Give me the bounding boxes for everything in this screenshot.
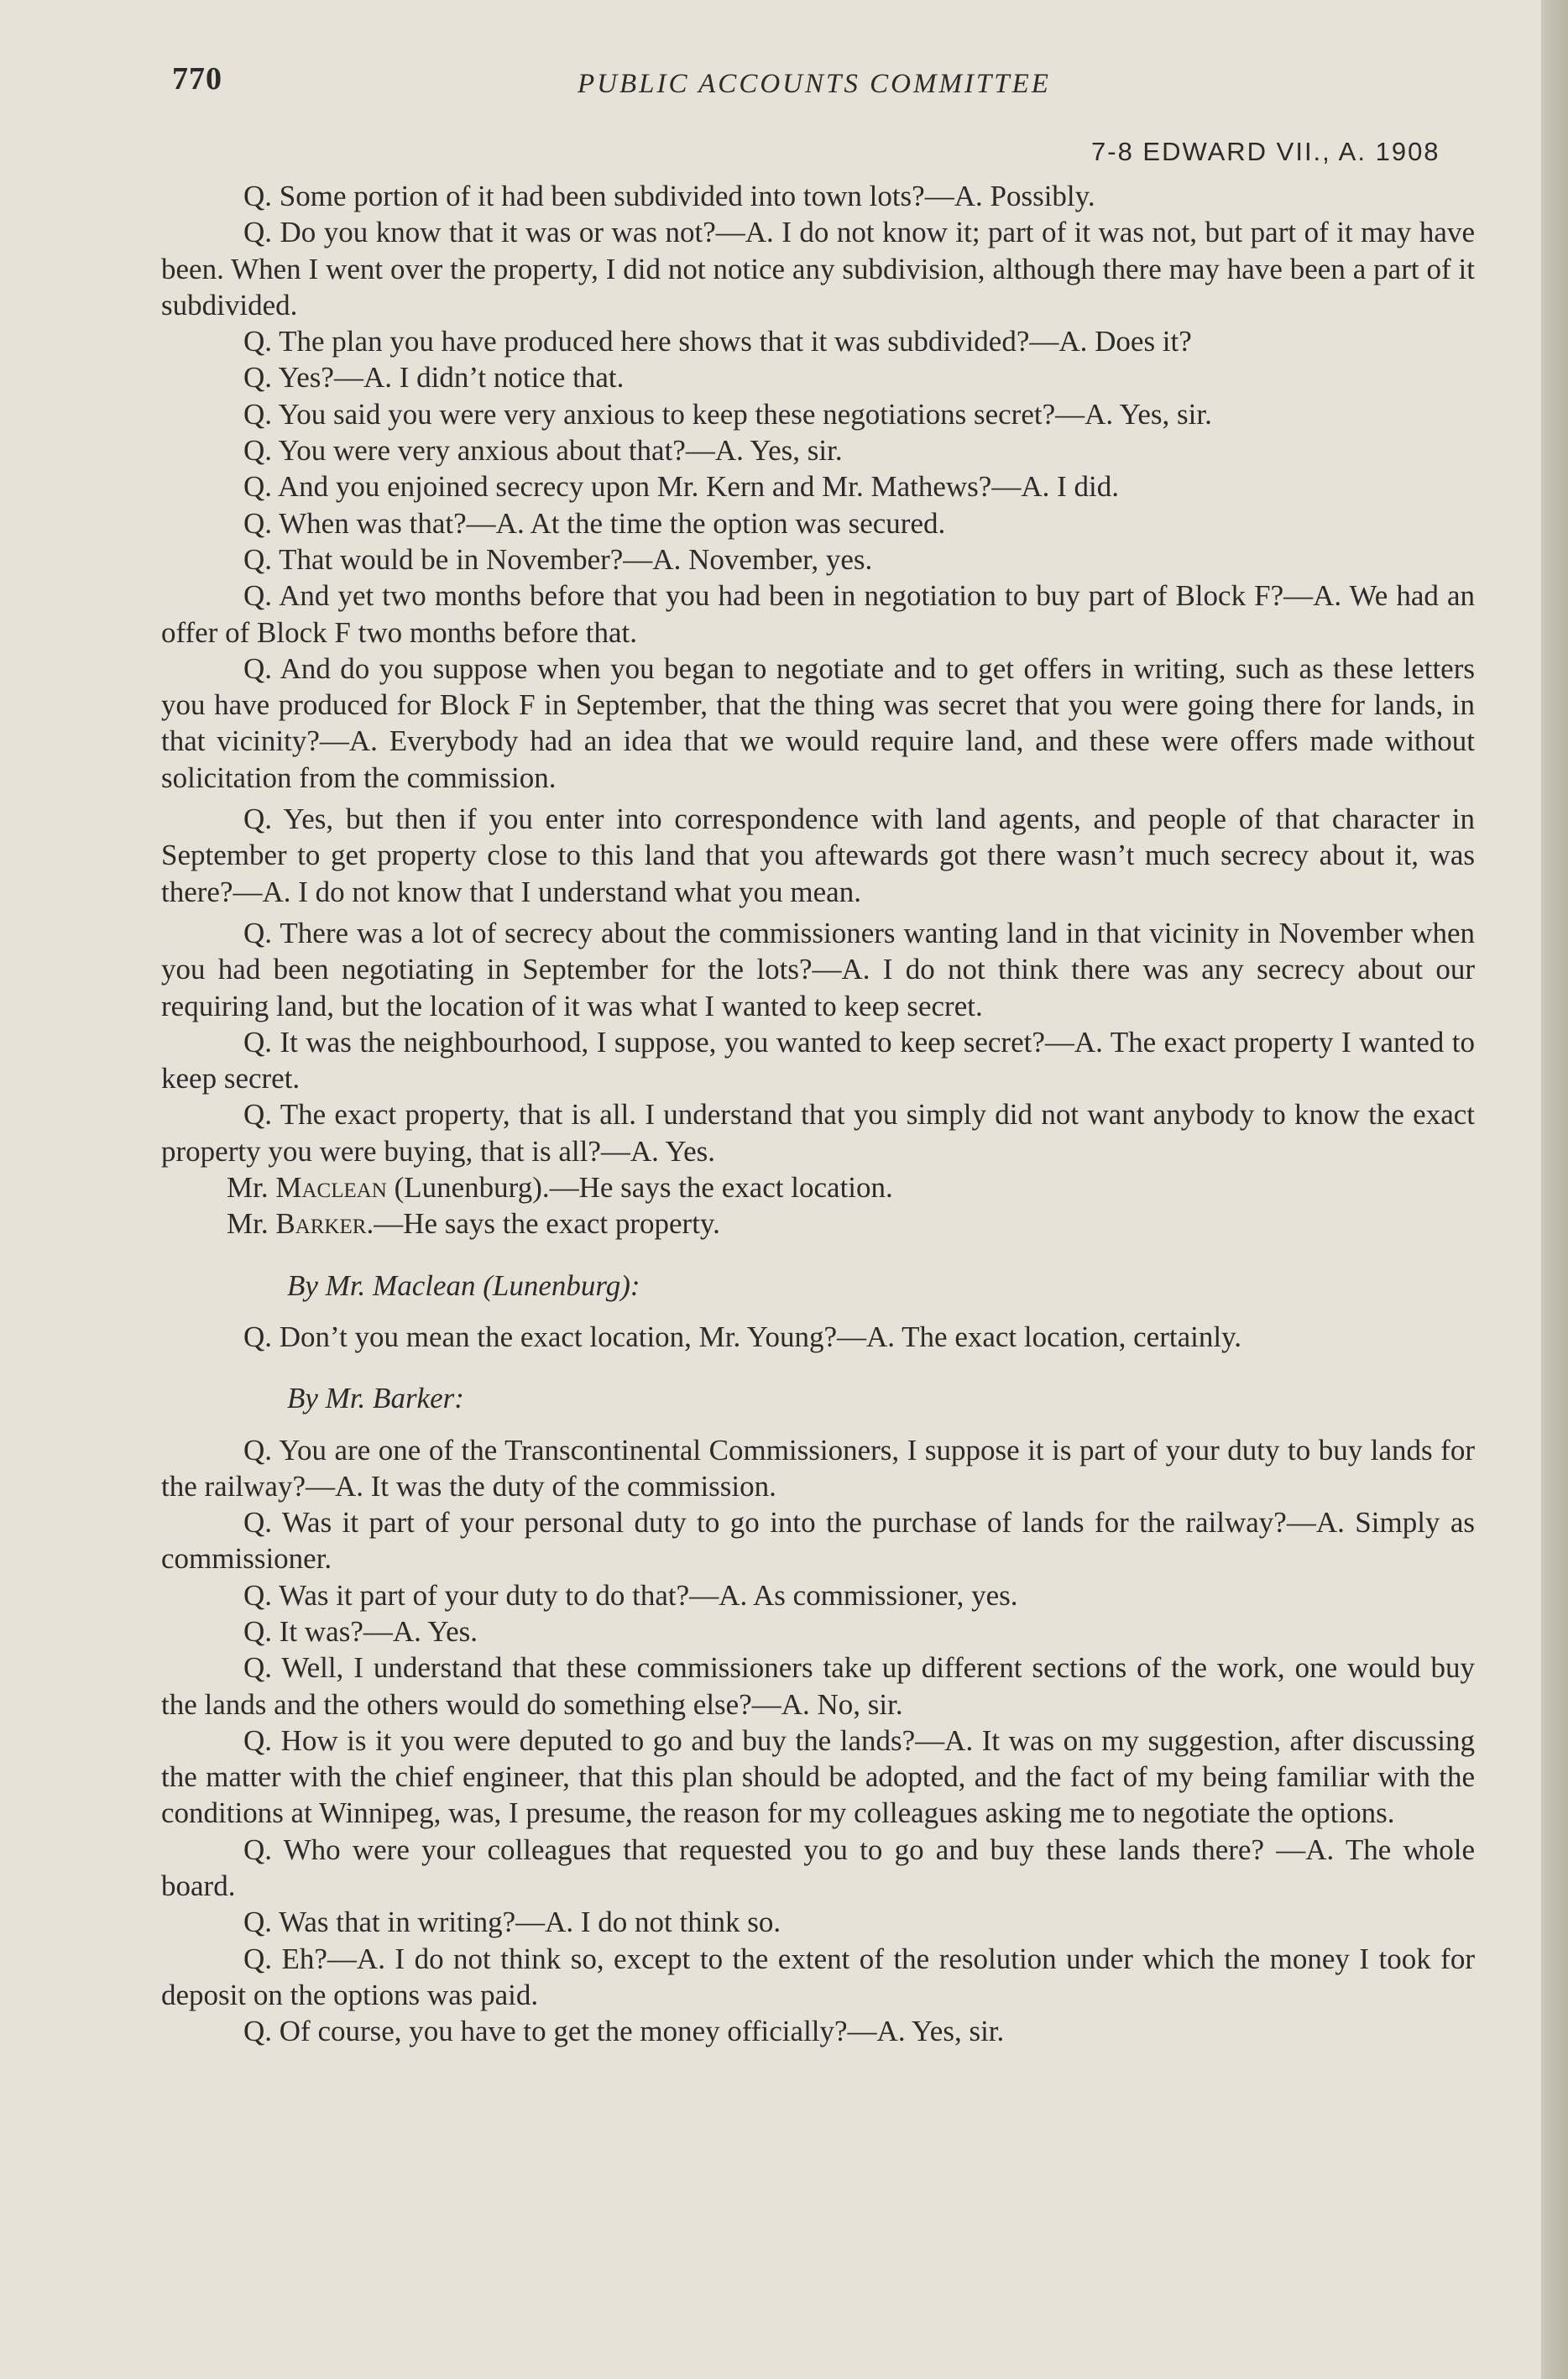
testimony-paragraph: Q. And do you suppose when you began to negotiate and to get offers in writing, such as these letters you have produced for Block F in September, that the thing was secret that you were going there for lands, in that vicinity?—A. Everybody had an idea that we would require land, and these were offers made without solicitation from the commission. (161, 651, 1475, 794)
speaker-remark-maclean (161, 1169, 1475, 1205)
session-reference: 7-8 EDWARD VII., A. 1908 (1091, 137, 1440, 166)
speaker-prefix: Mr. (227, 1171, 276, 1205)
testimony-paragraph: Q. Well, I understand that these commissioners take up different sections of the work, one would buy the lands and the others would do something else?—A. No, sir. (161, 1651, 1475, 1721)
speaker-prefix: Mr. (227, 1207, 276, 1241)
testimony-paragraph: Q. The exact property, that is all. I understand that you simply did not want anybody to know the exact property you were buying, that is all?—A. Yes. (161, 1098, 1475, 1168)
section-heading-barker: By Mr. Barker: (287, 1382, 464, 1415)
speaker-remark-text: (Lunenburg).—He says the exact location. (386, 1171, 893, 1205)
running-title: PUBLIC ACCOUNTS COMMITTEE (578, 69, 1051, 99)
speaker-remark-barker (161, 1205, 1475, 1242)
page-binding-edge (1541, 0, 1568, 2379)
testimony-paragraph: Q. Was it part of your duty to do that?—A. As commissioner, yes. (243, 1578, 1018, 1612)
speaker-name: Barker (275, 1207, 367, 1241)
speaker-remark-text: .—He says the exact property. (366, 1207, 720, 1241)
testimony-paragraph: Q. That would be in November?—A. November, yes. (243, 542, 873, 576)
testimony-paragraph: Q. How is it you were deputed to go and buy the lands?—A. It was on my suggestion, after discussing the matter with the chief engineer, that this plan should be adopted, and the fact of my being familiar with the conditions at Winnipeg, was, I presume, the reason for my colleagues asking me to negotiate the options. (161, 1723, 1475, 1830)
testimony-paragraph: Q. Don’t you mean the exact location, Mr. Young?—A. The exact location, certainly. (243, 1320, 1242, 1353)
section-heading-maclean: By Mr. Maclean (Lunenburg): (287, 1268, 640, 1302)
page-number: 770 (172, 61, 222, 97)
testimony-paragraph: Q. Of course, you have to get the money officially?—A. Yes, sir. (243, 2015, 1005, 2048)
testimony-paragraph: Q. You are one of the Transcontinental Commissioners, I suppose it is part of your duty to buy lands for the railway?—A. It was the duty of the commission. (161, 1433, 1475, 1503)
testimony-paragraph: Q. Was that in writing?—A. I do not think so. (243, 1906, 781, 1939)
testimony-paragraph: Q. The plan you have produced here shows that it was subdivided?—A. Does it? (243, 325, 1192, 358)
page-header (0, 0, 1541, 168)
speaker-name: Maclean (275, 1171, 387, 1205)
testimony-paragraph: Q. It was the neighbourhood, I suppose, you wanted to keep secret?—A. The exact property I wanted to keep secret. (161, 1025, 1475, 1095)
testimony-block-3 (161, 1432, 1475, 2050)
testimony-paragraph: Q. Who were your colleagues that requested you to go and buy these lands there? —A. The whole board. (161, 1833, 1475, 1903)
testimony-paragraph: Q. It was?—A. Yes. (243, 1614, 478, 1648)
testimony-paragraph: Q. Some portion of it had been subdivided into town lots?—A. Possibly. (243, 180, 1095, 212)
testimony-block-2 (161, 1319, 1475, 1355)
testimony-paragraph: Q. When was that?—A. At the time the option was secured. (243, 506, 946, 540)
testimony-paragraph: Q. There was a lot of secrecy about the commissioners wanting land in that vicinity in November when you had been negotiating in September for the lots?—A. I do not think there was any secrecy about our requiring land, but the location of it was what I wanted to keep secret. (161, 916, 1475, 1022)
testimony-paragraph: Q. You said you were very anxious to keep these negotiations secret?—A. Yes, sir. (243, 397, 1212, 431)
testimony-paragraph: Q. Do you know that it was or was not?—A. I do not know it; part of it was not, but part of it may have been. When I went over the property, I did not notice any subdivision, although there may have been a part of it subdivided. (161, 216, 1475, 322)
testimony-paragraph: Q. Was it part of your personal duty to go into the purchase of lands for the railway?—A. Simply as commissioner. (161, 1506, 1475, 1576)
testimony-paragraph: Q. Yes, but then if you enter into correspondence with land agents, and people of that character in September to get property close to this land that you aftewards got there wasn’t much secrecy about it, was there?—A. I do not know that I understand what you mean. (161, 803, 1475, 908)
testimony-paragraph: Q. And yet two months before that you had been in negotiation to buy part of Block F?—A. We had an offer of Block F two months before that. (161, 579, 1475, 649)
testimony-paragraph: Q. Yes?—A. I didn’t notice that. (243, 361, 625, 395)
testimony-block-1 (161, 178, 1475, 1169)
testimony-paragraph: Q. You were very anxious about that?—A. Yes, sir. (243, 434, 843, 468)
testimony-body (161, 178, 1475, 2050)
testimony-paragraph: Q. And you enjoined secrecy upon Mr. Kern and Mr. Mathews?—A. I did. (243, 470, 1119, 504)
testimony-paragraph: Q. Eh?—A. I do not think so, except to the extent of the resolution under which the money I took for deposit on the options was paid. (161, 1942, 1475, 2011)
